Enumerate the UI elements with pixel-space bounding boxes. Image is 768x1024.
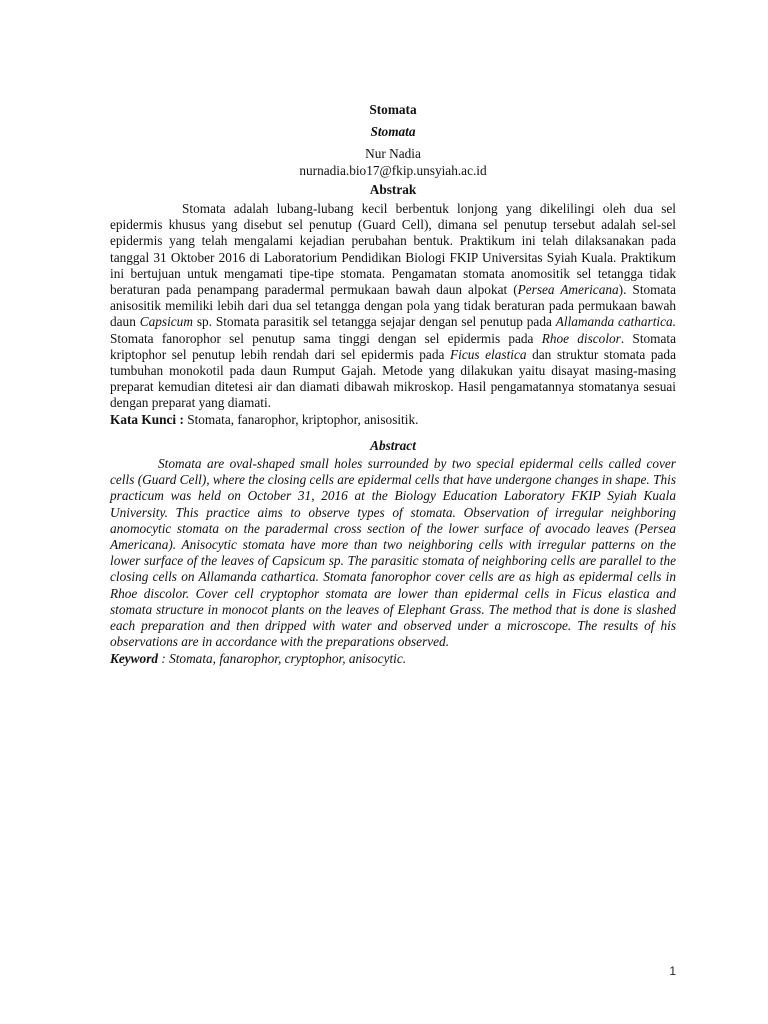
abstrak-text-6: dan struktur stomata pada tumbuhan monokotil pada daun Rumput Gajah. Metode yang dilakukan yaitu disayat masing-masing preparat kemudian ditetesi air dan diamati dibawah mikroskop. Hasil pengamatannya stomatanya sesuai dengan preparat yang diamati. [110,346,676,411]
keyword-label: Keyword [110,650,159,666]
paper-title: Stomata [369,102,417,117]
abstrak-text-4: Stomata fanorophor sel penutup sama tinggi dengan sel epidermis pada [110,330,542,346]
keyword-line [110,651,676,667]
keyword-values: : Stomata, fanarophor, cryptophor, anisocytic. [158,650,407,666]
kata-kunci-line [110,412,676,428]
abstrak-species-5: Ficus elastica [450,346,527,362]
abstrak-text-1: Stomata adalah lubang-lubang kecil berbentuk lonjong yang dikelilingi oleh dua sel epidermis khusus yang disebut sel penutup (Guard Cell), dimana sel penutup tersebut adalah sel-sel epidermis yang telah mengalami kejadian perubahan bentuk. Praktikum ini telah dilaksanakan pada tanggal 31 Oktober 2016 di Laboratorium Pendidikan Biologi FKIP Universitas Syiah Kuala. Praktikum ini bertujuan untuk mengamati tipe-tipe stomata. Pengamatan stomata anomositik sel tetangga tidak beraturan pada penampang paradermal permukaan bawah daun alpokat ( [110,201,676,298]
kata-kunci-values: Stomata, fanarophor, kriptophor, anisositik. [183,411,419,427]
abstrak-species-1: Persea Americana [517,282,619,298]
abstrak-heading: Abstrak [369,181,417,197]
kata-kunci-label: Kata Kunci : [110,411,184,427]
abstract-heading: Abstract [370,437,416,453]
abstrak-text-2: ). Stomata anisositik memiliki lebih dari dua sel tetangga dengan pola yang tidak beraturan pada permukaan bawah daun [110,282,677,330]
abstrak-text-3: sp. Stomata parasitik sel tetangga sejajar dengan sel penutup pada [192,314,556,330]
abstract-paragraph: Stomata are oval-shaped small holes surrounded by two special epidermal cells called cover cells (Guard Cell), where the closing cells are epidermal cells that have undergone changes in shape. This practicum was held on October 31, 2016 at the Biology Education Laboratory FKIP Syiah Kuala University. This practice aims to observe types of stomata. Observation of irregular neighboring anomocytic stomata on the paradermal cross section of the lower surface of avocado leaves (Persea Americana). Anisocytic stomata have more than two neighboring cells with irregular patterns on the lower surface of the leaves of Capsicum sp. The parasitic stomata of neighboring cells are parallel to the closing cells on Allamanda cathartica. Stomata fanorophor cover cells are as high as epidermal cells in Rhoe discolor. Cover cell cryptophor stomata are lower than epidermal cells in Ficus elastica and stomata structure in monocot plants on the leaves of Elephant Grass. The method that is done is slashed each preparation and then dripped with water and observed under a microscope. The results of his observations are in accordance with the preparations observed. [110,456,676,650]
abstrak-species-4: Rhoe discolor [541,330,621,346]
paper-body [110,102,676,667]
abstrak-species-3: Allamanda cathartica. [555,314,676,330]
paper-subtitle: Stomata [370,124,416,140]
abstrak-text-5: . Stomata kriptophor sel penutup lebih rendah dari sel epidermis pada [110,330,677,362]
author-name: Nur Nadia [365,146,421,162]
abstrak-paragraph [110,201,676,412]
author-email: nurnadia.bio17@fkip.unsyiah.ac.id [299,162,487,178]
abstrak-species-2: Capsicum [139,314,193,330]
page-number: 1 [669,964,676,978]
